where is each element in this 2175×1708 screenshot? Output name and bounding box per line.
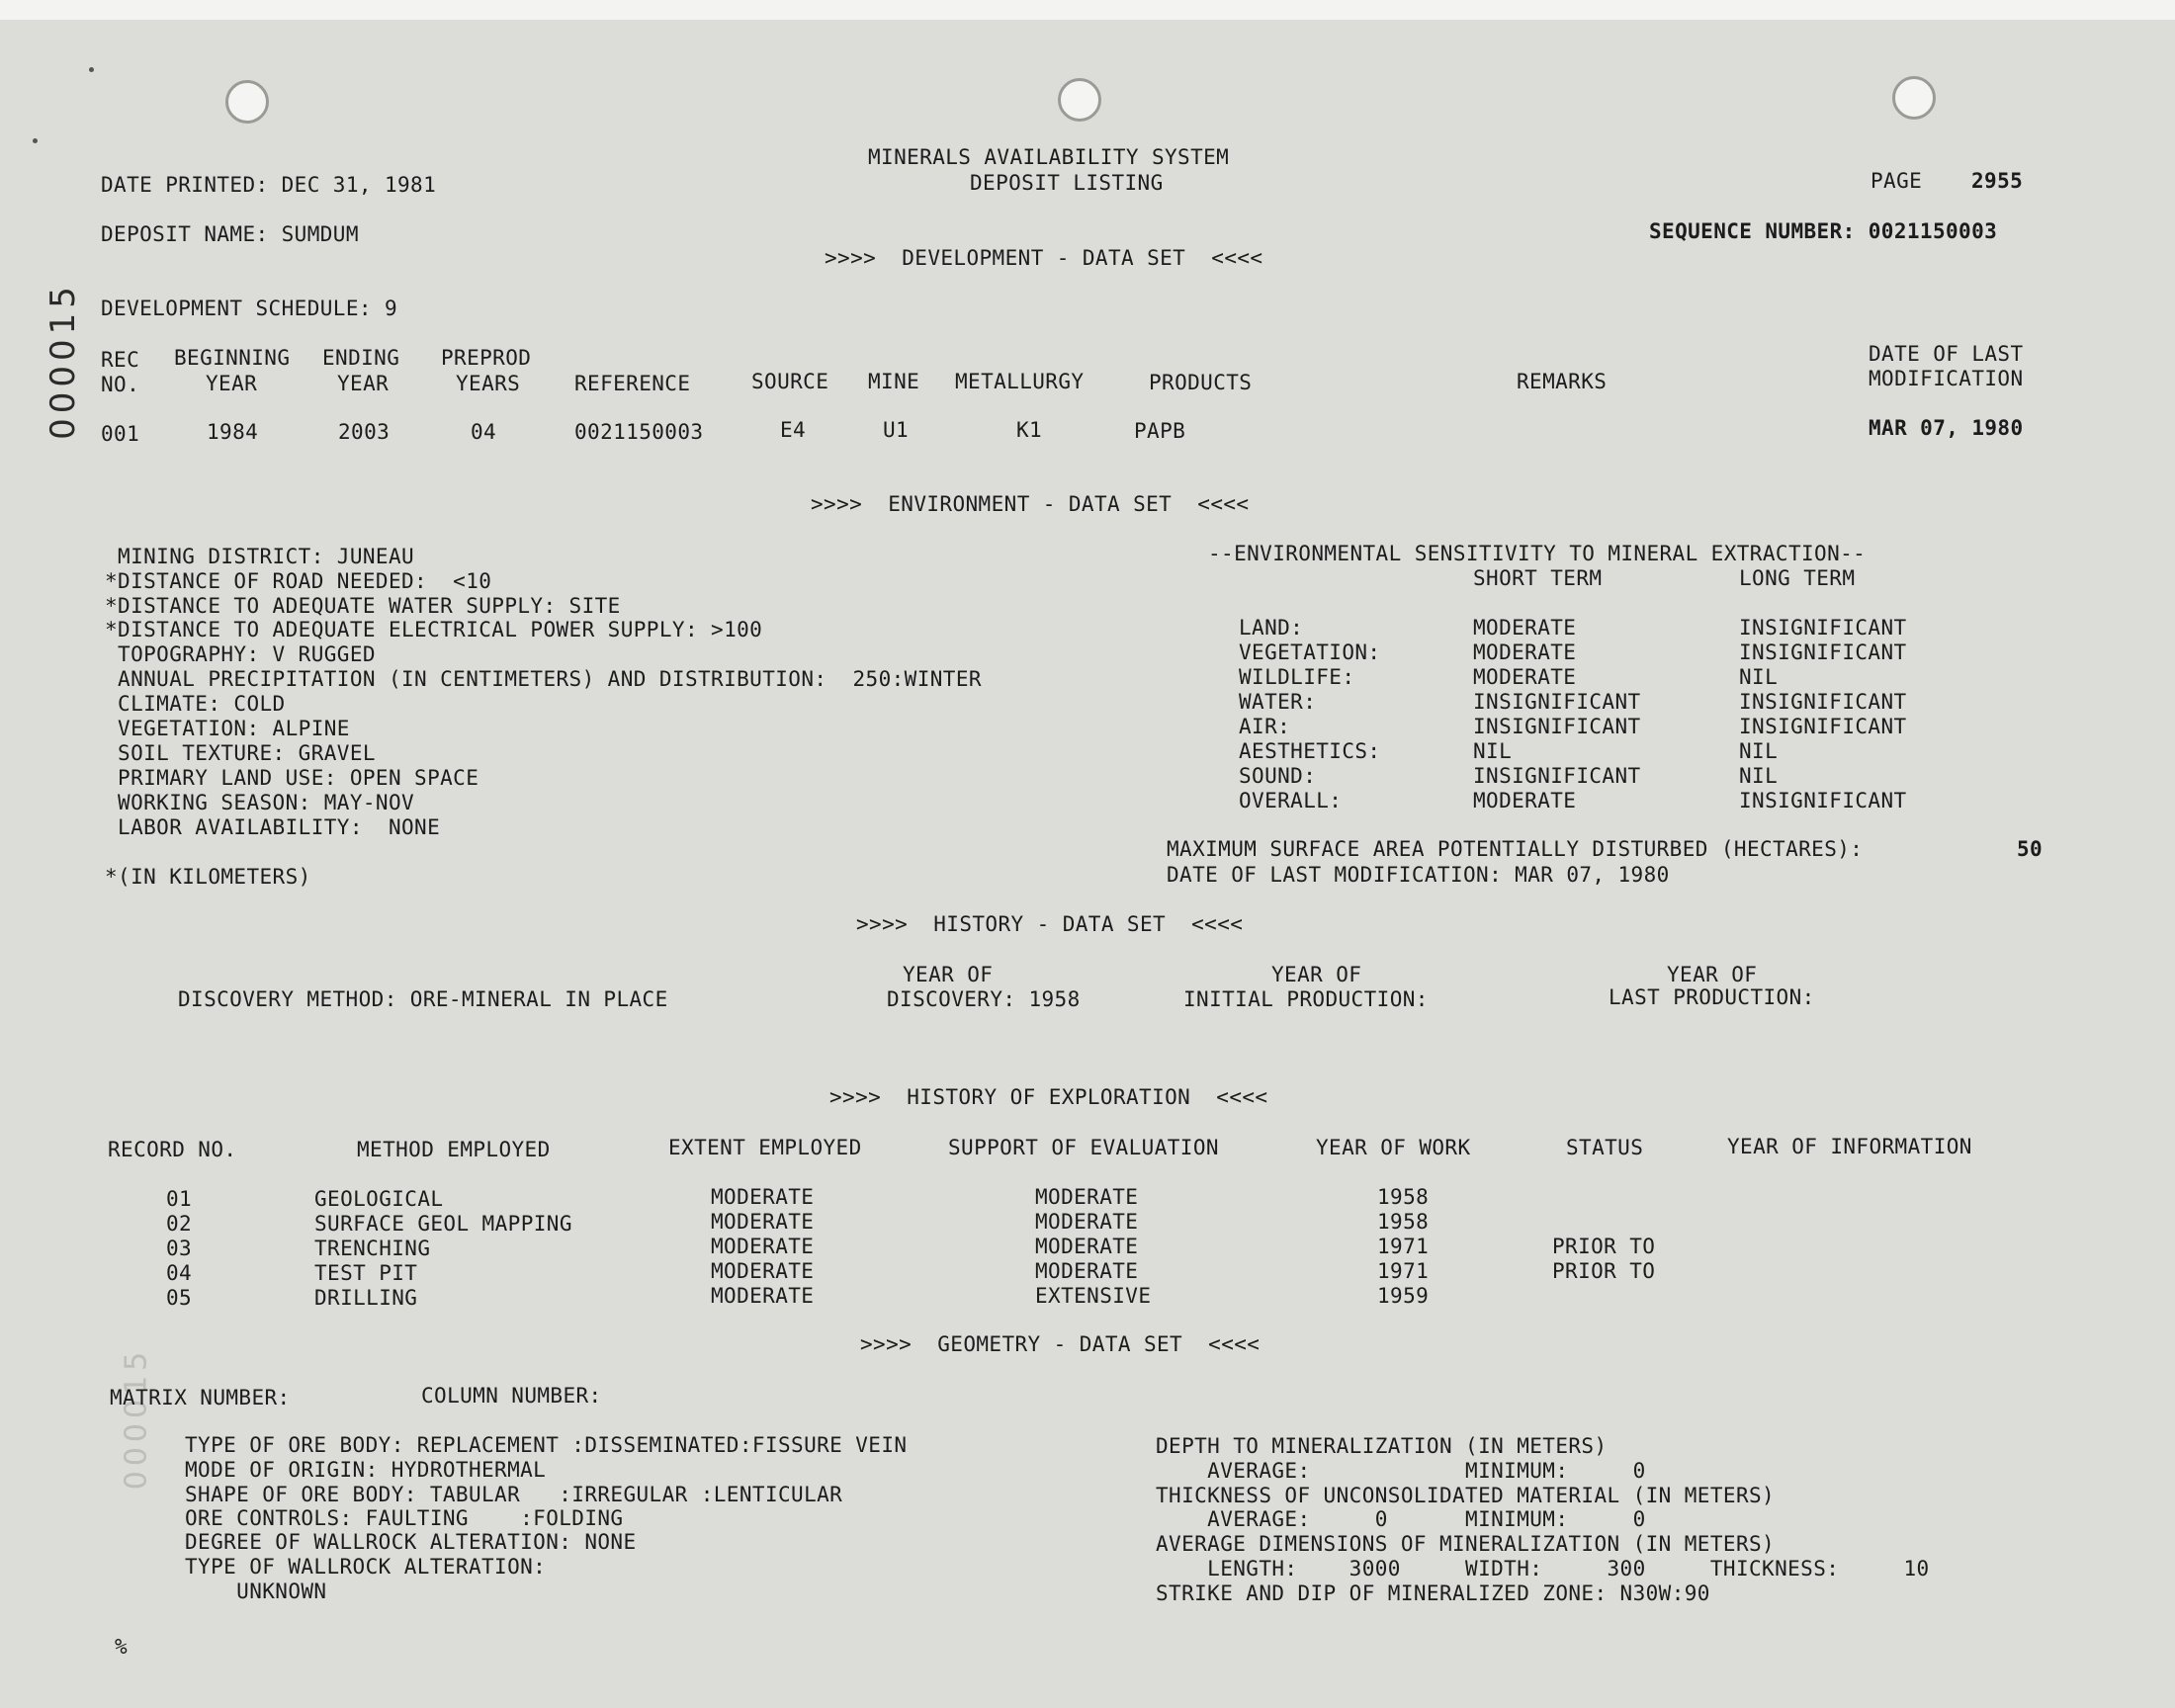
col-beginning-header: BEGINNING xyxy=(174,346,291,370)
year-of-initial-label: YEAR OF xyxy=(1271,963,1362,986)
col-reference-header: REFERENCE xyxy=(574,372,691,395)
geometry-line: ORE CONTROLS: FAULTING :FOLDING xyxy=(185,1506,624,1530)
sensitivity-title: --ENVIRONMENTAL SENSITIVITY TO MINERAL EXTRACTION-- xyxy=(1208,542,1867,565)
development-section-title: >>>> DEVELOPMENT - DATA SET <<<< xyxy=(825,246,1263,270)
listing-title: DEPOSIT LISTING xyxy=(970,171,1164,195)
col-method-header: METHOD EMPLOYED xyxy=(357,1138,551,1161)
sensitivity-short: INSIGNIFICANT xyxy=(1473,715,1641,738)
exploration-extent: MODERATE xyxy=(711,1284,815,1308)
dimension-line: AVERAGE: 0 MINIMUM: 0 xyxy=(1156,1507,1646,1531)
col-remarks-header: REMARKS xyxy=(1517,370,1608,393)
exploration-year: 1958 xyxy=(1377,1185,1430,1209)
exploration-extent: MODERATE xyxy=(711,1185,815,1209)
env-line: WORKING SEASON: MAY-NOV xyxy=(105,791,415,814)
development-schedule: DEVELOPMENT SCHEDULE: 9 xyxy=(101,297,397,320)
col-products-header: PRODUCTS xyxy=(1149,371,1253,394)
matrix-number: MATRIX NUMBER: xyxy=(110,1386,291,1409)
col-preprod-header: PREPROD xyxy=(441,346,532,370)
stamp-number: 000015 xyxy=(44,282,83,440)
env-line: LABOR AVAILABILITY: NONE xyxy=(105,815,441,839)
dimension-line: AVERAGE DIMENSIONS OF MINERALIZATION (IN METERS) xyxy=(1156,1532,1776,1556)
exploration-support: EXTENSIVE xyxy=(1035,1284,1152,1308)
page-label: PAGE xyxy=(1870,169,1923,193)
col-status-header: STATUS xyxy=(1566,1136,1644,1159)
punch-hole-right xyxy=(1892,76,1936,120)
kilometers-footnote: *(IN KILOMETERS) xyxy=(105,865,311,889)
col-ending-header: ENDING xyxy=(322,346,400,370)
bleed-through-stamp xyxy=(117,1334,156,1502)
dimension-line: STRIKE AND DIP OF MINERALIZED ZONE: N30W:90 xyxy=(1156,1581,1710,1605)
sensitivity-long: INSIGNIFICANT xyxy=(1739,616,1907,640)
exploration-year: 1959 xyxy=(1377,1284,1430,1308)
col-rec-header: REC xyxy=(101,348,140,372)
exploration-method: TRENCHING xyxy=(314,1237,431,1260)
sensitivity-short: MODERATE xyxy=(1473,665,1577,689)
sensitivity-long: INSIGNIFICANT xyxy=(1739,690,1907,714)
discovery-method: DISCOVERY METHOD: ORE-MINERAL IN PLACE xyxy=(178,987,668,1011)
short-term-header: SHORT TERM xyxy=(1473,566,1603,590)
sensitivity-label: WATER: xyxy=(1239,690,1317,714)
col-year-info-header: YEAR OF INFORMATION xyxy=(1727,1135,1972,1158)
env-line: *DISTANCE TO ADEQUATE WATER SUPPLY: SITE xyxy=(105,594,621,618)
last-production: LAST PRODUCTION: xyxy=(1609,985,1815,1009)
date-printed: DATE PRINTED: DEC 31, 1981 xyxy=(101,173,437,197)
exploration-extent: MODERATE xyxy=(711,1210,815,1234)
col-extent-header: EXTENT EMPLOYED xyxy=(668,1136,862,1159)
env-line: CLIMATE: COLD xyxy=(105,692,286,716)
exploration-method: SURFACE GEOL MAPPING xyxy=(314,1212,572,1236)
env-line: VEGETATION: ALPINE xyxy=(105,717,350,740)
sensitivity-long: INSIGNIFICANT xyxy=(1739,715,1907,738)
exploration-extent: MODERATE xyxy=(711,1235,815,1258)
exploration-method: GEOLOGICAL xyxy=(314,1187,444,1211)
dev-products-value: PAPB xyxy=(1134,419,1186,443)
exploration-year: 1971 xyxy=(1377,1235,1430,1258)
initial-production: INITIAL PRODUCTION: xyxy=(1183,987,1429,1011)
col-metallurgy-header: METALLURGY xyxy=(955,370,1085,393)
sensitivity-label: AESTHETICS: xyxy=(1239,739,1381,763)
col-ending-header-2: YEAR xyxy=(337,372,390,395)
exploration-record-no: 02 xyxy=(166,1212,193,1236)
sensitivity-short: INSIGNIFICANT xyxy=(1473,690,1641,714)
exploration-record-no: 01 xyxy=(166,1187,193,1211)
dev-mine-value: U1 xyxy=(883,418,910,442)
dimension-line: DEPTH TO MINERALIZATION (IN METERS) xyxy=(1156,1434,1608,1458)
geometry-line: SHAPE OF ORE BODY: TABULAR :IRREGULAR :LENTICULAR xyxy=(185,1483,843,1506)
bleed-through-number: 000015 xyxy=(119,1346,154,1491)
year-of-discovery-label: YEAR OF xyxy=(903,963,994,986)
exploration-support: MODERATE xyxy=(1035,1210,1139,1234)
sensitivity-short: INSIGNIFICANT xyxy=(1473,764,1641,788)
dev-reference-value: 0021150003 xyxy=(574,420,704,444)
year-of-last-label: YEAR OF xyxy=(1667,963,1758,986)
dev-metallurgy-value: K1 xyxy=(1016,418,1043,442)
environment-date-modified: DATE OF LAST MODIFICATION: MAR 07, 1980 xyxy=(1167,863,1670,887)
env-line: MINING DISTRICT: JUNEAU xyxy=(105,545,415,568)
dimension-line: THICKNESS OF UNCONSOLIDATED MATERIAL (IN METERS) xyxy=(1156,1484,1776,1507)
dev-preprod-value: 04 xyxy=(471,420,497,444)
max-surface-area-label: MAXIMUM SURFACE AREA POTENTIALLY DISTURBED (HECTARES): xyxy=(1167,837,1864,861)
col-date-header-2: MODIFICATION xyxy=(1869,367,2024,390)
env-line: PRIMARY LAND USE: OPEN SPACE xyxy=(105,766,479,790)
column-number: COLUMN NUMBER: xyxy=(421,1384,602,1408)
col-preprod-header-2: YEARS xyxy=(456,372,521,395)
dev-rec-value: 001 xyxy=(101,422,140,446)
sensitivity-label: VEGETATION: xyxy=(1239,640,1381,664)
geometry-line: TYPE OF WALLROCK ALTERATION: xyxy=(185,1555,547,1579)
geometry-line: TYPE OF ORE BODY: REPLACEMENT :DISSEMINATED:FISSURE VEIN xyxy=(185,1433,908,1457)
history-section-title: >>>> HISTORY - DATA SET <<<< xyxy=(856,912,1244,936)
exploration-status: PRIOR TO xyxy=(1552,1235,1656,1258)
sensitivity-label: AIR: xyxy=(1239,715,1291,738)
exploration-support: MODERATE xyxy=(1035,1259,1139,1283)
env-line: *DISTANCE OF ROAD NEEDED: <10 xyxy=(105,569,492,593)
exploration-year: 1958 xyxy=(1377,1210,1430,1234)
sensitivity-label: LAND: xyxy=(1239,616,1304,640)
dev-beginning-value: 1984 xyxy=(207,420,259,444)
deposit-name: DEPOSIT NAME: SUMDUM xyxy=(101,222,359,246)
punch-hole-center xyxy=(1058,78,1101,122)
dev-date-value: MAR 07, 1980 xyxy=(1869,416,2024,440)
sensitivity-short: MODERATE xyxy=(1473,640,1577,664)
sensitivity-short: NIL xyxy=(1473,739,1513,763)
col-year-work-header: YEAR OF WORK xyxy=(1316,1136,1471,1159)
sensitivity-long: NIL xyxy=(1739,764,1779,788)
page-stamp xyxy=(44,272,83,450)
exploration-support: MODERATE xyxy=(1035,1235,1139,1258)
sensitivity-label: WILDLIFE: xyxy=(1239,665,1355,689)
col-mine-header: MINE xyxy=(868,370,920,393)
sensitivity-label: SOUND: xyxy=(1239,764,1317,788)
environment-section-title: >>>> ENVIRONMENT - DATA SET <<<< xyxy=(811,492,1250,516)
exploration-record-no: 04 xyxy=(166,1261,193,1285)
year-of-discovery: DISCOVERY: 1958 xyxy=(887,987,1081,1011)
sensitivity-short: MODERATE xyxy=(1473,616,1577,640)
sensitivity-short: MODERATE xyxy=(1473,789,1577,812)
env-line: ANNUAL PRECIPITATION (IN CENTIMETERS) AND DISTRIBUTION: 250:WINTER xyxy=(105,667,982,691)
sensitivity-long: NIL xyxy=(1739,739,1779,763)
exploration-record-no: 03 xyxy=(166,1237,193,1260)
col-record-header: RECORD NO. xyxy=(108,1138,237,1161)
geometry-line: DEGREE OF WALLROCK ALTERATION: NONE xyxy=(185,1530,637,1554)
dimension-line: AVERAGE: MINIMUM: 0 xyxy=(1156,1459,1646,1483)
exploration-method: DRILLING xyxy=(314,1286,418,1310)
system-title: MINERALS AVAILABILITY SYSTEM xyxy=(868,145,1230,169)
sensitivity-label: OVERALL: xyxy=(1239,789,1343,812)
col-date-header: DATE OF LAST xyxy=(1869,342,2024,366)
geometry-line: MODE OF ORIGIN: HYDROTHERMAL xyxy=(185,1458,547,1482)
geometry-line: UNKNOWN xyxy=(185,1580,327,1603)
long-term-header: LONG TERM xyxy=(1739,566,1856,590)
col-source-header: SOURCE xyxy=(751,370,829,393)
col-beginning-header-2: YEAR xyxy=(206,372,258,395)
max-surface-area-value: 50 xyxy=(2017,837,2044,861)
env-line: TOPOGRAPHY: V RUGGED xyxy=(105,642,376,666)
geometry-section-title: >>>> GEOMETRY - DATA SET <<<< xyxy=(860,1332,1261,1356)
exploration-extent: MODERATE xyxy=(711,1259,815,1283)
env-line: *DISTANCE TO ADEQUATE ELECTRICAL POWER SUPPLY: >100 xyxy=(105,618,763,641)
sequence-number: SEQUENCE NUMBER: 0021150003 xyxy=(1649,219,1998,243)
exploration-section-title: >>>> HISTORY OF EXPLORATION <<<< xyxy=(829,1085,1268,1109)
exploration-year: 1971 xyxy=(1377,1259,1430,1283)
dimension-line: LENGTH: 3000 WIDTH: 300 THICKNESS: 10 xyxy=(1156,1557,1930,1580)
ink-speck xyxy=(33,138,38,143)
punch-hole-left xyxy=(225,80,269,124)
exploration-status: PRIOR TO xyxy=(1552,1259,1656,1283)
sensitivity-long: NIL xyxy=(1739,665,1779,689)
exploration-support: MODERATE xyxy=(1035,1185,1139,1209)
sensitivity-long: INSIGNIFICANT xyxy=(1739,789,1907,812)
sensitivity-long: INSIGNIFICANT xyxy=(1739,640,1907,664)
env-line: SOIL TEXTURE: GRAVEL xyxy=(105,741,376,765)
col-support-header: SUPPORT OF EVALUATION xyxy=(948,1136,1219,1159)
dev-ending-value: 2003 xyxy=(338,420,391,444)
computer-printout-sheet xyxy=(0,20,2175,1708)
page-number: 2955 xyxy=(1971,169,2024,193)
exploration-record-no: 05 xyxy=(166,1286,193,1310)
ink-speck xyxy=(89,67,94,72)
end-of-record-mark: % xyxy=(115,1635,129,1659)
dev-source-value: E4 xyxy=(780,418,807,442)
exploration-method: TEST PIT xyxy=(314,1261,418,1285)
col-rec-header-2: NO. xyxy=(101,373,140,396)
